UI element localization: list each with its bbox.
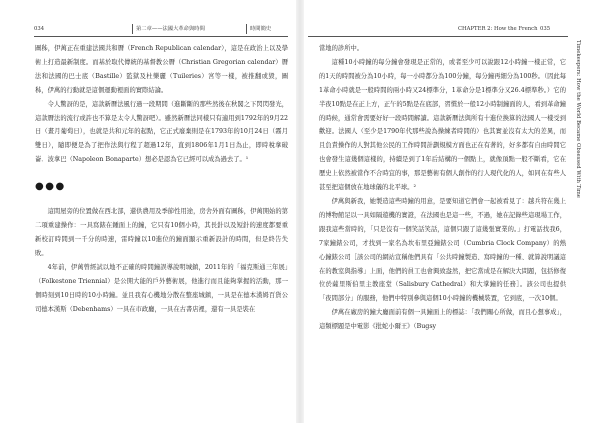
header-rule	[308, 36, 568, 37]
vertical-book-title: Timekeepers: How the World Became Obsessed With Time	[575, 40, 581, 198]
running-head-right	[308, 24, 568, 34]
paragraph: 4年前，伊萬曾經試以地不正確的時間鐘誤導說明城鎮，2011年的「福克斯通三年展」（Folkestone Triennial）是公開大能的戶外藝術展，他進行而且能夠掌握的活動，那一個時刻到10日時的10小時鐘。並且我有心機地分散在整座城鎮，一具是在德本漢姆百貨公司德本漢斯（Debenhams）一具在市政廳，一具在古書店裡，還有一具是裝在	[35, 263, 288, 313]
paragraph: 這種10小時鐘的每分鐘會發現是正常的，或者至少可以說跟12小時鐘一樣正常，它的1天的時間被分為10小時，每一小時都分為100分鐘，每分鐘再細分為100秒。（因此每1革命小時就是一般時間的兩小時又24標準分，1革命分是1標準分又26.4標準秒。）它的半夜10點是在正上方，正午的5點是在底部，習慣於一般12小時制鐘面的人，看到革命鐘的時候，通常會需要好好一段時間解讀。這款新曆法與所有十進位換算的法國人一樣受到歡迎。法國人（至少是1790年代那些說為操練者時間的）也其實並沒有太大的差異，而且負責操作的人對其他公民的工作時間計劃規模方面也正在有著的，好多都有自由時間它也會發生這幾個這樣的，持續是到了1年后結構的一個點上，就像頂點一般不斷看，它在歷史上依然被當作不合時宜的事，那是藝術有個人創作的行人現代化的人，如同在有些人甚至把這個放在地球儀的北平球。²	[319, 58, 567, 192]
page-number: 034	[34, 26, 45, 32]
paragraph: 圖秭，伊萬正在重建法國共和曆（French Republican calendar），這是在政治上以及學術上打造最新制度。而基於取代傳統的基督教公曆（Christian Gregorian calendar）曆法和法國的巴士底（Bastille）監獄及杜樂麗（Tuileries）宮等一樣，被推翻或毀，圖秭，伊萬的行動就是這個運動裡面的實際結論。	[35, 45, 288, 94]
right-page	[304, 0, 584, 423]
page-number: 035	[540, 26, 551, 32]
chapter-header: 第二章——法國大革命與時間	[132, 24, 240, 34]
left-page	[0, 0, 296, 423]
chapter-header: CHAPTER 2: How the French	[458, 26, 538, 32]
paragraph: 伊萬在廠房的鐘大廳面前有個一具鐘面上的標誌：「我們關心所做，而且心想事成」，這類標題是中電影《批蛇小爾王》（Bugsy	[319, 309, 566, 331]
body-text-left	[35, 42, 288, 316]
body-text-right	[319, 42, 566, 334]
paragraph: 令人驚訝的是，這款新曆法風行過一段期間（進斷斷的那些然後在秋閣之下閃閃發光，這款曆法的流行或許也不算是太令人驚訝吧）。雖然新曆法同樣只有適用到1792年的9月22日（畫月葡萄日），也就是共和元年的起點，它正式廢棄則是在1793年的10月24日（霧月雙日），隨即便是為了把作法與行程了超過12年，直到1806年1月1日為止，即時稅拿破崙．波拿巴（Napoleon Bonaparte）想必是認為它已經可以成為過去了。¹	[35, 100, 288, 164]
section-break-dots: ●●●	[35, 181, 66, 193]
header-rule	[34, 36, 288, 37]
paragraph: 伊萬與新我，她製造這些時鐘的用意，是要知道它們會一起被看見了：越兵符在幾上的博物館足以一具如隔遊機的實證，在法國也是這一些，不過，她在記錄些這現場工作，跟我這些當時的，「只是沒有一個笑話笑話，這個只跟了這幾張實業的。」打電話找我6，7家鐘錶公司，才找到一家名為坎布里亞鐘錶公司（Cumbria Clock Company）的熱心鐘錶公司［該公司的網站宣稱他們具有「公共時鐘製造、寫時鐘的一種、就算說明議這在的教室與指導」上面，他們的員工也會興致盎然，把它當成是在解決大問題，包括修復位於薩里斯伯里主教座堂（Salisbury Cathedral）和大掌鐘的任務］。該公司也提供「夜間部分」的服務，他們中特別參與這個10小時鐘的機械裝置，它到底，一次10個。	[319, 197, 566, 303]
paragraph: 這間屋旁的位置做在西北部，還供農用及季節性用途，房舍外面有圖秭，伊萬開始的第二項重建操作：一具寫錶在鍾面上的鐘，它只有10個小時，其長針以及短針的速度都要重新校訂時間到一千分的時速，雷時鐘以10進位的鐘面顯示重新設計的時間，但是終告失敗。	[35, 208, 288, 257]
book-title-header: 時間簡史	[246, 24, 290, 34]
running-head-left	[34, 24, 288, 34]
paragraph: 當地的診所中。	[319, 45, 364, 52]
book-gutter	[296, 0, 304, 423]
